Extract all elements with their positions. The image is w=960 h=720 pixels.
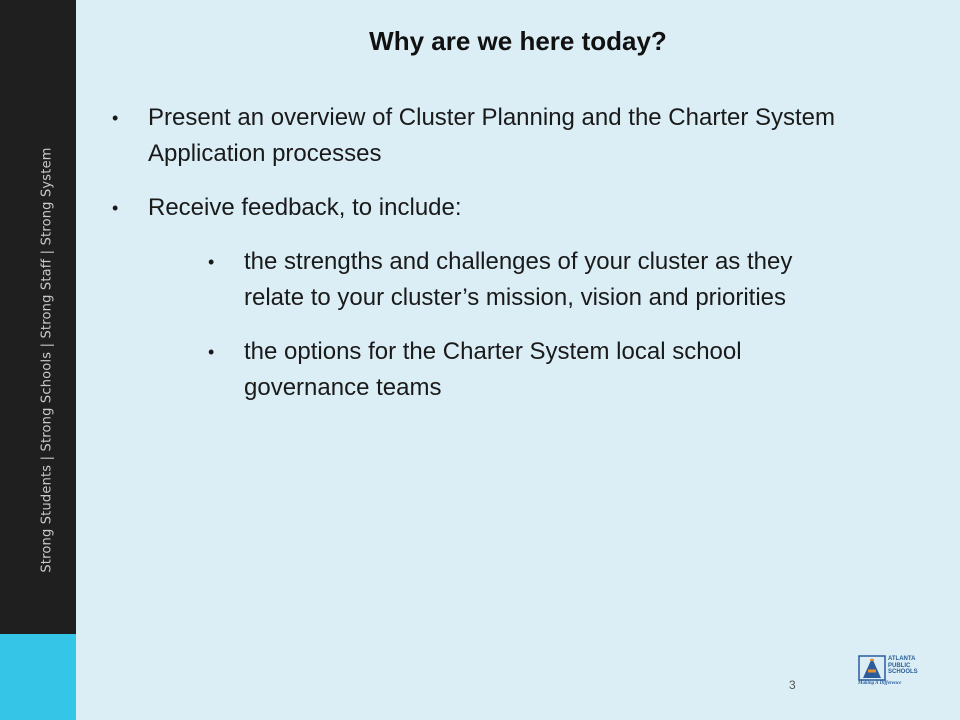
logo-line: ATLANTA <box>888 656 916 662</box>
logo-line: PUBLIC <box>888 662 911 669</box>
sub-bullet-item <box>110 334 844 406</box>
sub-bullet-text: the strengths and challenges of your cluster as they relate to your cluster’s mission, vision and priorities <box>244 248 793 311</box>
bullet-item <box>110 100 900 172</box>
bullet-icon: • <box>112 108 119 128</box>
bullet-item <box>110 190 900 226</box>
sub-bullet-item <box>110 244 844 316</box>
slide-number: 3 <box>789 678 796 692</box>
bullet-icon: • <box>208 342 215 362</box>
bullet-icon: • <box>112 198 119 218</box>
bullet-text: Receive feedback, to include: <box>148 194 462 221</box>
sidebar-tagline: Strong Students | Strong Schools | Strong Staff | Strong System <box>39 147 55 573</box>
bullet-text: Present an overview of Cluster Planning and the Charter System Application processes <box>148 104 836 167</box>
slide-title: Why are we here today? <box>369 26 667 56</box>
logo-tagline: Making A Difference <box>858 681 902 686</box>
sidebar-accent-block <box>0 634 76 720</box>
bullet-icon: • <box>208 252 215 272</box>
slide-content <box>110 100 900 424</box>
sub-bullet-text: the options for the Charter System local school governance teams <box>244 338 742 401</box>
sidebar <box>0 0 76 720</box>
logo-line: SCHOOLS <box>888 669 918 675</box>
logo-wordmark <box>888 656 918 676</box>
